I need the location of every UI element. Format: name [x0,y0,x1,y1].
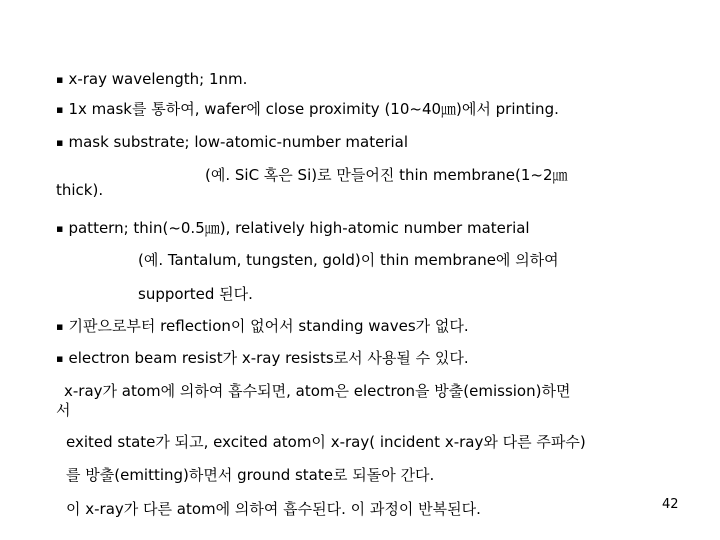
bullet-icon: ▪ [56,352,64,365]
bullet-line-mask-substrate [56,133,408,153]
continuation-line: (예. Tantalum, tungsten, gold)이 thin membrane에 의하여 [138,251,559,269]
bullet-line-mask-printing [56,100,559,120]
line-text: 기판으로부터 reflection이 없어서 standing waves가 없다. [68,317,469,335]
paragraph-line: 이 x-ray가 다른 atom에 의하여 흡수된다. 이 과정이 반복된다. [66,500,481,518]
line-text: x-ray wavelength; 1nm. [68,70,248,88]
continuation-line: thick). [56,181,104,199]
continuation-line: (예. SiC 혹은 Si)로 만들어진 thin membrane(1~2㎛ [205,166,568,184]
line-text: mask substrate; low-atomic-number material [68,133,409,151]
paragraph-line: 서 [56,401,71,419]
continuation-line: supported 된다. [138,285,253,303]
bullet-line-resist [56,349,469,369]
paragraph-line: exited state가 되고, excited atom이 x-ray( incident x-ray와 다른 주파수) [66,433,586,451]
bullet-icon: ▪ [56,103,64,116]
bullet-line-pattern [56,219,530,239]
bullet-line-reflection [56,317,469,337]
paragraph-line: x-ray가 atom에 의하여 흡수되면, atom은 electron을 방출(emission)하면 [64,382,571,400]
bullet-icon: ▪ [56,222,64,235]
paragraph-line: 를 방출(emitting)하면서 ground state로 되돌아 간다. [66,466,435,484]
bullet-line-wavelength [56,70,247,90]
page-number: 42 [662,497,679,512]
line-text: electron beam resist가 x-ray resists로서 사용될 수 있다. [68,349,469,367]
bullet-icon: ▪ [56,320,64,333]
bullet-icon: ▪ [56,136,64,149]
line-text: 1x mask를 통하여, wafer에 close proximity (10~40㎛)에서 printing. [68,100,559,118]
line-text: pattern; thin(~0.5㎛), relatively high-atomic number material [68,219,530,237]
bullet-icon: ▪ [56,73,64,86]
